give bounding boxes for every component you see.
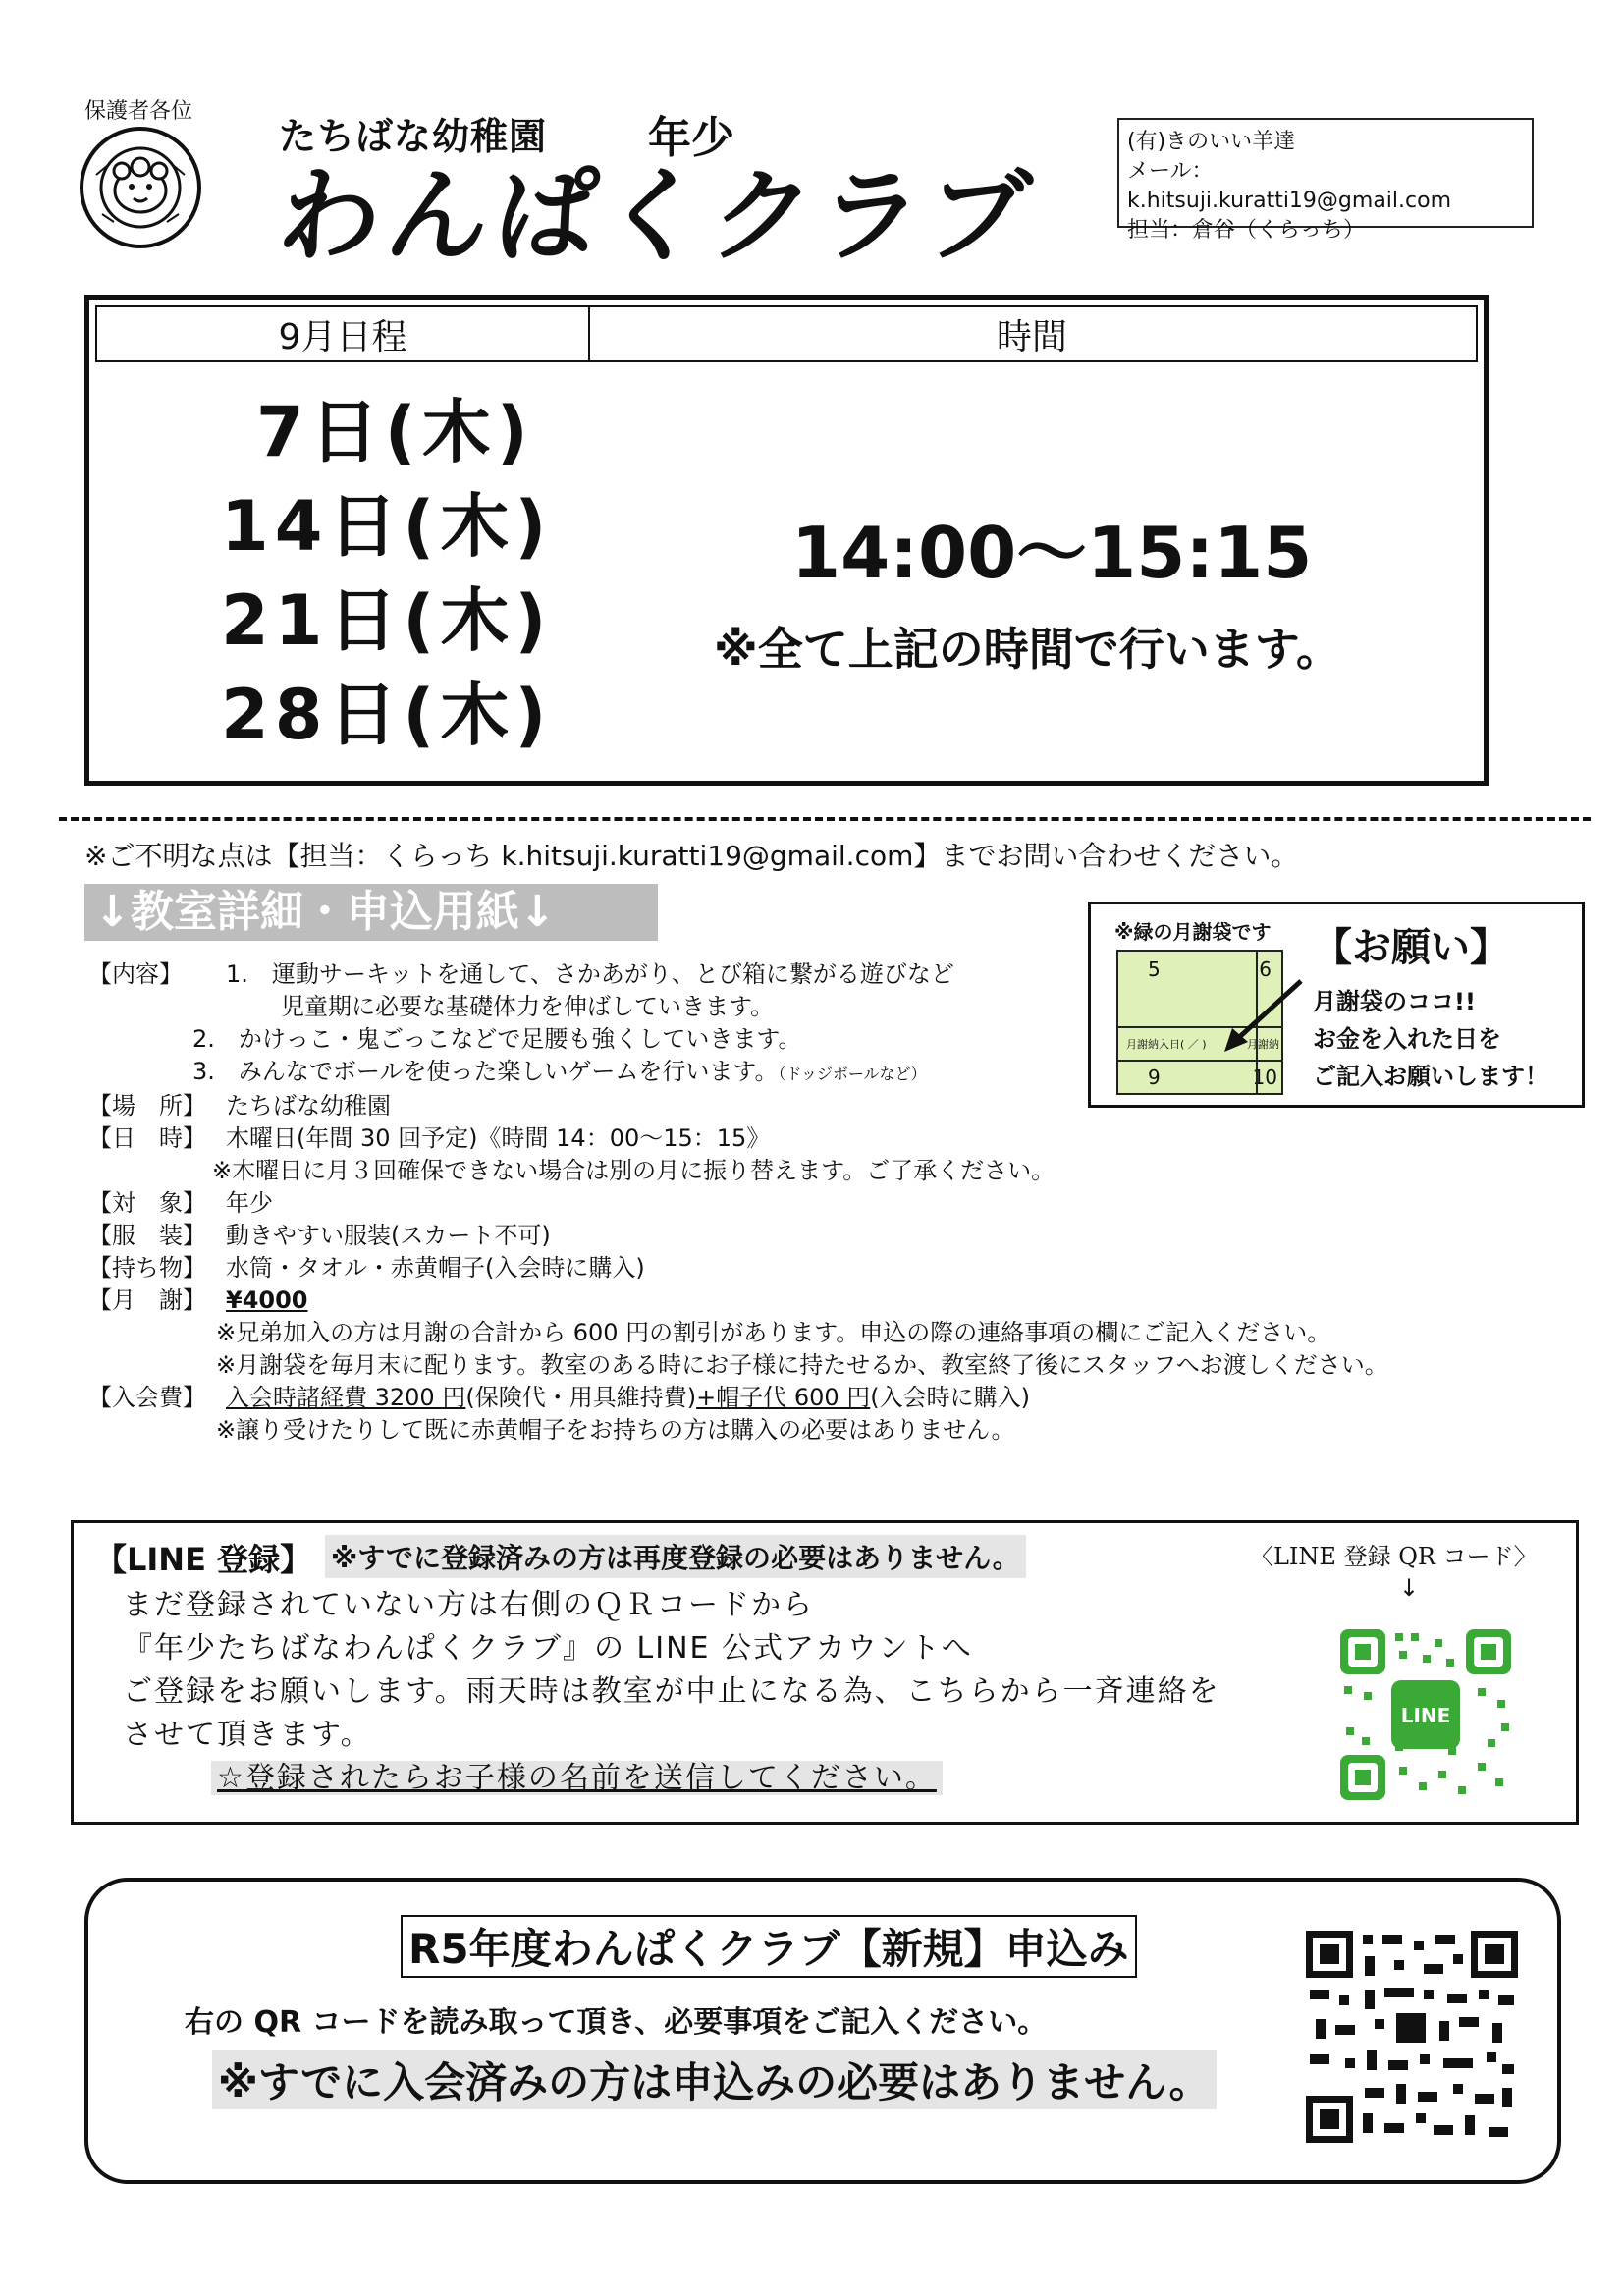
line-title: 【LINE 登録】 (95, 1541, 312, 1578)
envelope-cell: 5 (1148, 957, 1161, 981)
entry-fee: 入会時諸経費 3200 円 (226, 1384, 466, 1411)
envelope-cell: 6 (1259, 957, 1272, 981)
detail-label: 【対 象】 (88, 1189, 206, 1217)
application-box (84, 1878, 1561, 2184)
kindergarten-name: たちばな幼稚園 (279, 115, 548, 158)
line-body-text: させて頂きます。 (123, 1718, 372, 1752)
contact-mail: メール：k.hitsuji.kuratti19@gmail.com (1127, 159, 1452, 213)
detail-note: ※月謝袋を毎月末に配ります。教室のある時にお子様に持たせるか、教室終了後にスタッフへお渡しください。 (216, 1351, 1388, 1379)
section-title: ↓教室詳細・申込用紙↓ (84, 884, 658, 941)
detail-text: 1. 運動サーキットを通して、さかあがり、とび箱に繋がる遊びなど (226, 960, 954, 988)
application-instruction: 右の QR コードを読み取って頂き、必要事項をご記入ください。 (185, 2005, 1048, 2040)
detail-text: 3. みんなでボールを使った楽しいゲームを行います。 (192, 1058, 779, 1085)
detail-text: 年少 (226, 1189, 273, 1217)
envelope-caption: ※緑の月謝袋です (1114, 920, 1272, 944)
detail-text: (入会時に購入) (870, 1384, 1030, 1411)
schedule-date: 21日(木) (221, 580, 553, 661)
grade-label: 年少 (648, 113, 734, 163)
detail-text: 動きやすい服装(スカート不可) (226, 1222, 551, 1249)
schedule-date: 28日(木) (221, 675, 553, 755)
application-qr-code[interactable] (1306, 1931, 1518, 2143)
request-title: 【お願い】 (1313, 925, 1509, 970)
detail-label: 【場 所】 (88, 1092, 206, 1120)
detail-note: ※兄弟加入の方は月謝の合計から 600 円の割引があります。申込の際の連絡事項の欄にご記入ください。 (216, 1319, 1331, 1346)
application-note: ※すでに入会済みの方は申込みの必要はありません。 (212, 2050, 1217, 2109)
qr-caption: 〈LINE 登録 QR コード〉 (1250, 1543, 1538, 1570)
detail-note: ※木曜日に月３回確保できない場合は別の月に振り替えます。ご了承ください。 (212, 1157, 1056, 1184)
contact-person: 担当：倉谷（くらっち） (1127, 218, 1366, 243)
detail-text: たちばな幼稚園 (226, 1092, 391, 1120)
envelope-date-label: 月謝納入日( ／ ) (1126, 1038, 1207, 1051)
detail-label: 【日 時】 (88, 1124, 206, 1152)
envelope-cell: 9 (1148, 1066, 1161, 1089)
schedule-note: ※全て上記の時間で行います。 (714, 623, 1342, 676)
detail-label: 【入会費】 (88, 1384, 206, 1411)
down-arrow-icon: ↓ (1399, 1574, 1420, 1602)
line-registration-box (71, 1520, 1579, 1825)
line-logo-label: LINE (1400, 1704, 1451, 1727)
schedule-date: 14日(木) (221, 486, 553, 567)
application-title: R5年度わんぱくクラブ【新規】申込み (401, 1915, 1137, 1978)
class-details (88, 958, 1581, 1447)
detail-label: 【服 装】 (88, 1222, 206, 1249)
schedule-table (84, 295, 1489, 786)
contact-box (1117, 118, 1534, 243)
detail-text: 児童期に必要な基礎体力を伸ばしていきます。 (281, 993, 775, 1020)
detail-text: (保険代・用具維持費) (465, 1384, 697, 1411)
hat-fee: +帽子代 600 円 (696, 1384, 871, 1411)
request-line: お金を入れた日を (1313, 1025, 1501, 1053)
schedule-header (95, 305, 1478, 362)
divider-dashed (59, 817, 1591, 821)
inquiry-text: ※ご不明な点は【担当：くらっち k.hitsuji.kuratti19@gmail.com】までお問い合わせください。 (84, 840, 1299, 872)
detail-text: 木曜日(年間 30 回予定)《時間 14：00～15：15》 (226, 1124, 771, 1152)
detail-label: 【月 謝】 (88, 1286, 206, 1314)
request-line: ご記入お願いします！ (1313, 1063, 1548, 1090)
schedule-date: 7日(木) (256, 392, 534, 472)
request-line: 月謝袋のココ!! (1313, 988, 1476, 1015)
contact-company: (有)きのいい羊達 (1127, 130, 1296, 154)
line-body (123, 1584, 1220, 1800)
detail-label: 【内容】 (88, 960, 183, 988)
schedule-time: 14:00～15:15 (791, 512, 1313, 594)
detail-note: （ドッジボールなど） (778, 1065, 927, 1083)
envelope-cell: 10 (1252, 1066, 1277, 1089)
sheep-logo-icon (79, 126, 202, 249)
detail-label: 【持ち物】 (88, 1254, 206, 1282)
line-body-text: ご登録をお願いします。雨天時は教室が中止になる為、こちらから一斉連絡を (123, 1674, 1220, 1709)
detail-note: ※譲り受けたりして既に赤黄帽子をお持ちの方は購入の必要はありません。 (216, 1416, 1015, 1444)
schedule-col-time: 時間 (996, 316, 1067, 357)
envelope-date-label: 月謝納 (1247, 1038, 1279, 1051)
addressee: 保護者各位 (84, 99, 193, 124)
fee-amount: ¥4000 (226, 1286, 308, 1314)
line-body-text: まだ登録されていない方は右側のＱＲコードから (123, 1588, 814, 1622)
detail-text: 2. かけっこ・鬼ごっこなどで足腰も強くしていきます。 (192, 1025, 802, 1053)
line-note: ※すでに登録済みの方は再度登録の必要はありません。 (325, 1535, 1026, 1578)
schedule-col-date: 9月日程 (97, 307, 590, 360)
detail-text: 水筒・タオル・赤黄帽子(入会時に購入) (226, 1254, 645, 1282)
line-instruction: ☆登録されたらお子様の名前を送信してください。 (211, 1761, 943, 1795)
line-body-text: 『年少たちばなわんぱくクラブ』の LINE 公式アカウントへ (123, 1631, 973, 1666)
club-title: わんぱくクラブ (272, 156, 1042, 276)
